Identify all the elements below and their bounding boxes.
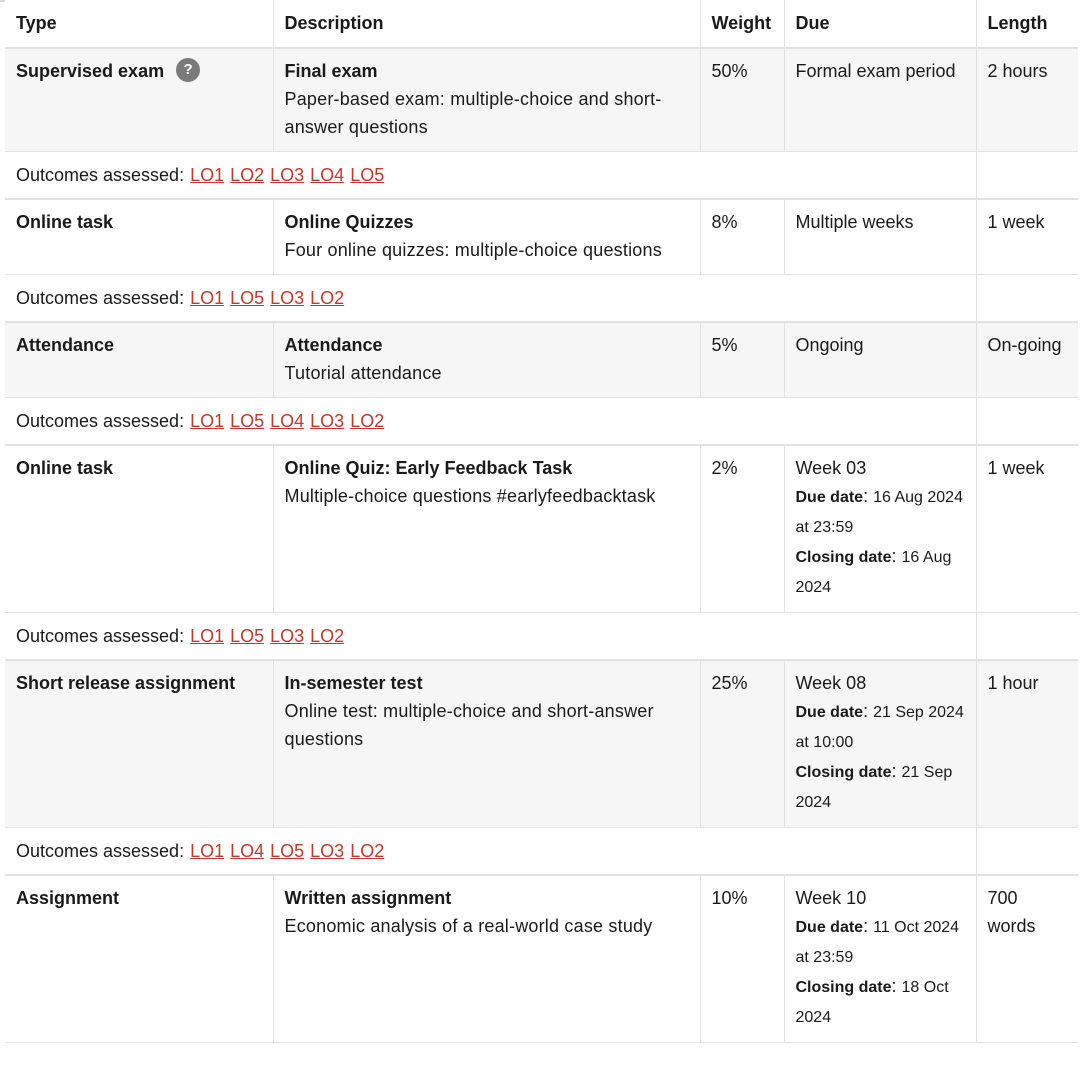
due-date-label: Due date xyxy=(795,489,864,506)
outcomes-empty-cell xyxy=(976,152,1078,200)
assessment-row xyxy=(5,322,1078,398)
cell-type xyxy=(5,445,273,613)
learning-outcome-link[interactable]: LO2 xyxy=(230,165,265,185)
closing-date-label: Closing date xyxy=(795,764,892,781)
assessment-row xyxy=(5,875,1078,1043)
learning-outcome-link[interactable]: LO1 xyxy=(190,411,225,431)
learning-outcome-link[interactable]: LO4 xyxy=(310,165,345,185)
assessment-title: Attendance xyxy=(284,335,383,355)
cell-due xyxy=(784,199,976,275)
header-length: Length xyxy=(976,0,1078,48)
cell-type xyxy=(5,660,273,828)
assessment-description: Multiple-choice questions #earlyfeedbacktask xyxy=(284,486,656,506)
assessment-description: Four online quizzes: multiple-choice questions xyxy=(284,240,662,260)
cell-weight: 25% xyxy=(700,660,784,828)
outcomes-label: Outcomes assessed: xyxy=(16,841,185,861)
cell-type xyxy=(5,322,273,398)
assessment-title: Final exam xyxy=(284,61,378,81)
learning-outcome-link[interactable]: LO3 xyxy=(310,411,345,431)
learning-outcome-link[interactable]: LO3 xyxy=(270,288,305,308)
header-row xyxy=(5,0,1078,48)
learning-outcome-link[interactable]: LO4 xyxy=(230,841,265,861)
assessment-row xyxy=(5,48,1078,152)
due-date-value: 16 Aug 2024 at 23:59 xyxy=(795,489,963,536)
cell-weight: 10% xyxy=(700,875,784,1043)
assessment-description: Tutorial attendance xyxy=(284,363,442,383)
closing-date-label: Closing date xyxy=(795,549,892,566)
due-date-block: Due date: 16 Aug 2024 at 23:59 xyxy=(795,486,963,536)
outcomes-label: Outcomes assessed: xyxy=(16,165,185,185)
outcomes-empty-cell xyxy=(976,828,1078,876)
due-period: Formal exam period xyxy=(795,61,956,81)
assessment-row xyxy=(5,445,1078,613)
cell-type xyxy=(5,48,273,152)
cell-due xyxy=(784,48,976,152)
assessment-title: Online Quizzes xyxy=(284,212,414,232)
assessment-description: Online test: multiple-choice and short-answer questions xyxy=(284,701,654,749)
table-header xyxy=(5,0,1078,48)
cell-description xyxy=(273,445,700,613)
closing-date-value: 16 Aug 2024 xyxy=(795,549,952,596)
learning-outcome-link[interactable]: LO3 xyxy=(270,165,305,185)
assessment-type: Supervised exam xyxy=(16,61,165,81)
due-period: Week 10 xyxy=(795,888,867,908)
cell-weight: 50% xyxy=(700,48,784,152)
due-date-block: Due date: 21 Sep 2024 at 10:00 xyxy=(795,701,964,751)
cell-due xyxy=(784,660,976,828)
due-date-label: Due date xyxy=(795,919,864,936)
due-date-block: Due date: 11 Oct 2024 at 23:59 xyxy=(795,916,960,966)
closing-date-block: Closing date: 21 Sep 2024 xyxy=(795,761,953,811)
cell-length: 700 words xyxy=(976,875,1078,1043)
cell-type xyxy=(5,875,273,1043)
assessment-row xyxy=(5,660,1078,828)
cell-length: 1 week xyxy=(976,199,1078,275)
assessment-row xyxy=(5,199,1078,275)
assessment-type: Online task xyxy=(16,212,114,232)
learning-outcome-link[interactable]: LO2 xyxy=(350,841,385,861)
outcomes-empty-cell xyxy=(976,613,1078,661)
outcomes-row xyxy=(5,275,1078,323)
outcomes-row xyxy=(5,398,1078,446)
outcomes-label: Outcomes assessed: xyxy=(16,411,185,431)
learning-outcome-link[interactable]: LO5 xyxy=(350,165,385,185)
learning-outcome-link[interactable]: LO4 xyxy=(270,411,305,431)
header-description: Description xyxy=(273,0,700,48)
due-date-value: 11 Oct 2024 at 23:59 xyxy=(795,919,960,966)
assessment-title: Online Quiz: Early Feedback Task xyxy=(284,458,573,478)
header-due: Due xyxy=(784,0,976,48)
closing-date-label: Closing date xyxy=(795,979,892,996)
learning-outcome-link[interactable]: LO2 xyxy=(350,411,385,431)
cell-description xyxy=(273,322,700,398)
learning-outcome-link[interactable]: LO1 xyxy=(190,626,225,646)
cell-description xyxy=(273,199,700,275)
closing-date-value: 18 Oct 2024 xyxy=(795,979,949,1026)
outcomes-cell xyxy=(5,613,976,661)
cell-description xyxy=(273,660,700,828)
outcomes-cell xyxy=(5,398,976,446)
outcomes-row xyxy=(5,613,1078,661)
cell-weight: 5% xyxy=(700,322,784,398)
cell-due xyxy=(784,445,976,613)
cell-type xyxy=(5,199,273,275)
help-icon[interactable]: ? xyxy=(176,58,200,82)
closing-date-block: Closing date: 16 Aug 2024 xyxy=(795,546,952,596)
assessment-title: Written assignment xyxy=(284,888,452,908)
learning-outcome-link[interactable]: LO5 xyxy=(270,841,305,861)
learning-outcome-link[interactable]: LO1 xyxy=(190,165,225,185)
cell-description xyxy=(273,875,700,1043)
assessment-description: Paper-based exam: multiple-choice and short-answer questions xyxy=(284,89,662,137)
learning-outcome-link[interactable]: LO5 xyxy=(230,288,265,308)
assessment-type: Online task xyxy=(16,458,114,478)
assessment-type: Assignment xyxy=(16,888,120,908)
assessment-type: Short release assignment xyxy=(16,673,236,693)
outcomes-cell xyxy=(5,275,976,323)
assessment-type: Attendance xyxy=(16,335,115,355)
table-body xyxy=(5,48,1078,1043)
learning-outcome-link[interactable]: LO2 xyxy=(310,288,345,308)
assessment-description: Economic analysis of a real-world case study xyxy=(284,916,653,936)
cell-due xyxy=(784,875,976,1043)
cell-length: On-going xyxy=(976,322,1078,398)
header-type: Type xyxy=(5,0,273,48)
learning-outcome-link[interactable]: LO5 xyxy=(230,411,265,431)
learning-outcome-link[interactable]: LO3 xyxy=(310,841,345,861)
cell-length: 2 hours xyxy=(976,48,1078,152)
outcomes-empty-cell xyxy=(976,398,1078,446)
learning-outcome-link[interactable]: LO1 xyxy=(190,841,225,861)
cell-weight: 2% xyxy=(700,445,784,613)
due-period: Multiple weeks xyxy=(795,212,914,232)
closing-date-value: 21 Sep 2024 xyxy=(795,764,953,811)
learning-outcome-link[interactable]: LO2 xyxy=(310,626,345,646)
outcomes-label: Outcomes assessed: xyxy=(16,288,185,308)
closing-date-block: Closing date: 18 Oct 2024 xyxy=(795,976,949,1026)
due-date-value: 21 Sep 2024 at 10:00 xyxy=(795,704,964,751)
outcomes-cell xyxy=(5,828,976,876)
outcomes-label: Outcomes assessed: xyxy=(16,626,185,646)
cell-length: 1 hour xyxy=(976,660,1078,828)
header-weight: Weight xyxy=(700,0,784,48)
due-period: Week 03 xyxy=(795,458,867,478)
due-date-label: Due date xyxy=(795,704,864,721)
due-period: Ongoing xyxy=(795,335,864,355)
learning-outcome-link[interactable]: LO3 xyxy=(270,626,305,646)
cell-description xyxy=(273,48,700,152)
learning-outcome-link[interactable]: LO5 xyxy=(230,626,265,646)
outcomes-row xyxy=(5,828,1078,876)
cell-length: 1 week xyxy=(976,445,1078,613)
due-period: Week 08 xyxy=(795,673,867,693)
cell-due xyxy=(784,322,976,398)
assessment-title: In-semester test xyxy=(284,673,423,693)
outcomes-empty-cell xyxy=(976,275,1078,323)
learning-outcome-link[interactable]: LO1 xyxy=(190,288,225,308)
assessment-table xyxy=(5,0,1078,1043)
outcomes-row xyxy=(5,152,1078,200)
cell-weight: 8% xyxy=(700,199,784,275)
outcomes-cell xyxy=(5,152,976,200)
